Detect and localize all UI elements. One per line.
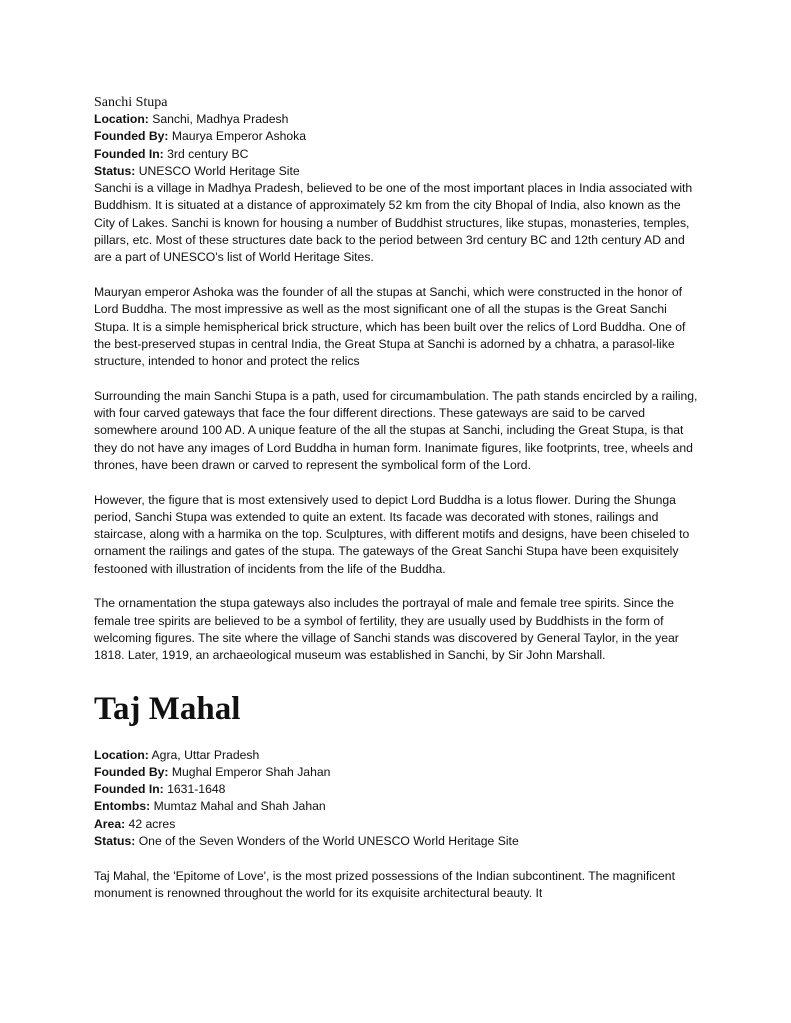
info-label: Founded By: — [94, 129, 169, 144]
info-value: Mumtaz Mahal and Shah Jahan — [150, 799, 326, 814]
document-page — [94, 94, 704, 919]
taj-section — [94, 689, 704, 903]
info-value: UNESCO World Heritage Site — [135, 163, 300, 178]
info-status — [94, 833, 704, 850]
info-founded-in — [94, 146, 704, 163]
info-value: One of the Seven Wonders of the World UNESCO World Heritage Site — [135, 833, 519, 848]
paragraph: The ornamentation the stupa gateways also includes the portrayal of male and female tree spirits. Since the female tree spirits are believed to be a symbol of fertility, they are usually used by Buddhists in the form of welcoming figures. The site where the village of Sanchi stands was discovered by General Taylor, in the year 1818. Later, 1919, an archaeological museum was established in Sanchi, by Sir John Marshall. — [94, 596, 679, 663]
section-heading: Taj Mahal — [94, 690, 241, 727]
info-founded-by — [94, 128, 704, 145]
info-value: 42 acres — [125, 816, 176, 831]
info-location — [94, 747, 704, 764]
info-label: Founded By: — [94, 764, 169, 779]
info-label: Area: — [94, 816, 126, 831]
info-label: Status: — [94, 163, 136, 178]
info-label: Status: — [94, 833, 136, 848]
paragraph: Surrounding the main Sanchi Stupa is a path, used for circumambulation. The path stands encircled by a railing, with four carved gateways that face the four different directions. These gateways are said to be carved somewhere around 100 AD. A unique feature of the all the stupas at Sanchi, including the Great Stupa, is that they do not have any images of Lord Buddha in human form. Inanimate figures, like footprints, tree, wheels and thrones, have been drawn or carved to represent the symbolical form of the Lord. — [94, 388, 698, 472]
info-label: Founded In: — [94, 782, 164, 797]
info-value: Sanchi, Madhya Pradesh — [148, 112, 289, 126]
info-label: Founded In: — [94, 146, 164, 161]
info-area — [94, 816, 704, 833]
paragraph: Taj Mahal, the 'Epitome of Love', is the most prized possessions of the Indian subcontinent. The magnificent monument is renowned throughout the world for its exquisite architectural beauty. It — [94, 868, 675, 900]
paragraph: Mauryan emperor Ashoka was the founder of all the stupas at Sanchi, which were constructed in the honor of Lord Buddha. The most impressive as well as the most significant one of all the stupas is the Great Sanchi Stupa. It is a simple hemispherical brick structure, which has been built over the relics of Lord Buddha. One of the best-preserved stupas in central India, the Great Stupa at Sanchi is adorned by a chhatra, a parasol-like structure, intended to honor and protect the relics — [94, 284, 686, 369]
info-label: Location: — [94, 112, 149, 126]
info-status — [94, 163, 704, 180]
info-location — [94, 111, 704, 128]
info-label: Entombs: — [94, 799, 151, 814]
taj-info-block — [94, 747, 704, 851]
info-value: Agra, Uttar Pradesh — [148, 747, 260, 762]
info-label: Location: — [94, 747, 149, 762]
sanchi-info-block — [94, 111, 704, 180]
section-title: Sanchi Stupa — [94, 95, 168, 110]
info-value: 1631-1648 — [163, 782, 226, 797]
info-value: 3rd century BC — [163, 146, 249, 161]
paragraph: Sanchi is a village in Madhya Pradesh, believed to be one of the most important places in India associated with Buddhism. It is situated at a distance of approximately 52 km from the city Bhopal of India, also known as the City of Lakes. Sanchi is known for housing a number of Buddhist structures, like stupas, monasteries, temples, pillars, etc. Most of these structures date back to the period between 3rd century BC and 12th century AD and are a part of UNESCO's list of World Heritage Sites. — [94, 181, 693, 265]
info-founded-by — [94, 764, 704, 781]
sanchi-section — [94, 94, 704, 665]
info-entombs — [94, 798, 704, 815]
info-value: Maurya Emperor Ashoka — [168, 129, 306, 144]
info-founded-in — [94, 781, 704, 798]
paragraph: However, the figure that is most extensively used to depict Lord Buddha is a lotus flower. During the Shunga period, Sanchi Stupa was extended to quite an extent. Its facade was decorated with stones, railings and staircase, along with a harmika on the top. Sculptures, with different motifs and designs, have been chiseled to ornament the railings and gates of the stupa. The gateways of the Great Sanchi Stupa have been exquisitely festooned with illustration of incidents from the life of the Buddha. — [94, 492, 690, 576]
info-value: Mughal Emperor Shah Jahan — [168, 764, 331, 779]
